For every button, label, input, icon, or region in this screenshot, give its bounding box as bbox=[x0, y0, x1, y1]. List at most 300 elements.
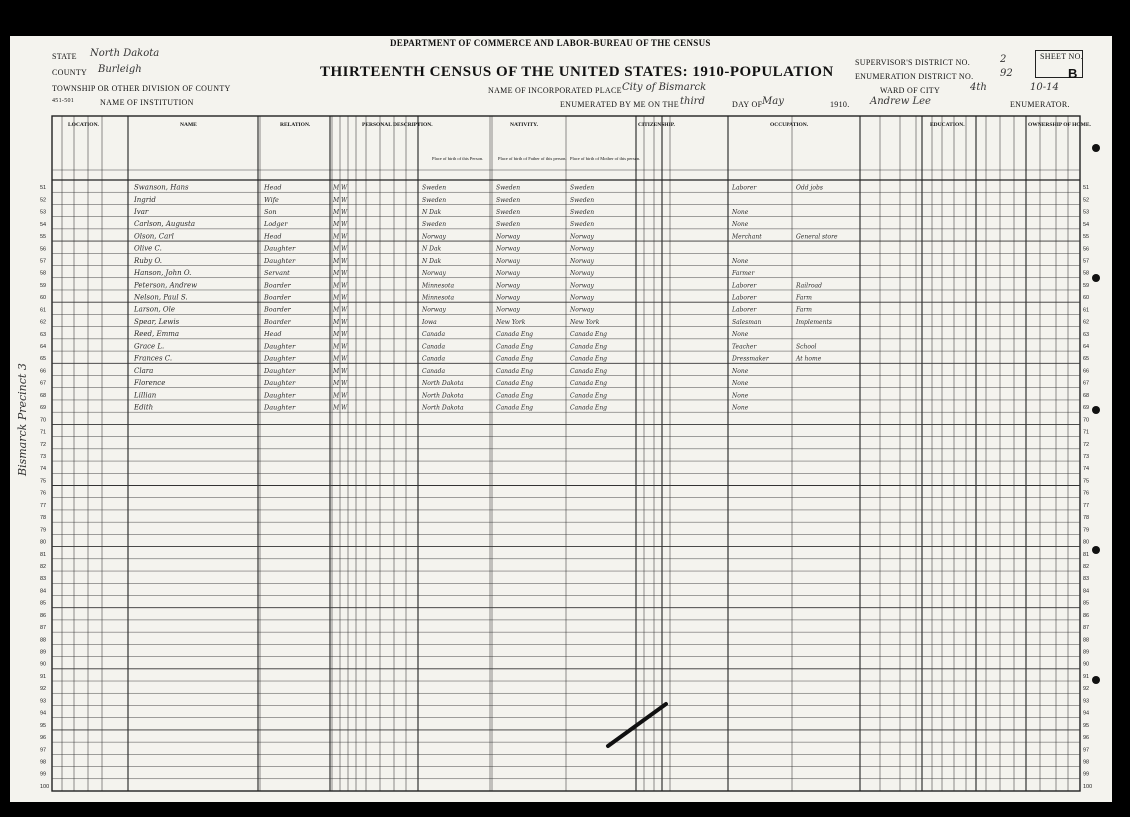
entry-father-birthplace: Norway bbox=[496, 257, 520, 265]
column-header-birth-father: Place of birth of Father of this person. bbox=[498, 156, 567, 161]
entry-relation: Daughter bbox=[264, 244, 296, 253]
entry-birthplace: Norway bbox=[422, 233, 446, 241]
entry-father-birthplace: Norway bbox=[496, 245, 520, 253]
ward-value: 4th bbox=[970, 82, 987, 93]
entry-industry: Implements bbox=[796, 318, 832, 326]
state-label: STATE bbox=[52, 52, 77, 61]
row-number: 92 bbox=[1083, 686, 1090, 693]
entry-name: Larson, Ole bbox=[134, 305, 176, 314]
enumerated-label: ENUMERATED BY ME ON THE bbox=[560, 100, 679, 109]
row-number: 81 bbox=[40, 551, 47, 558]
sheet-letter: B bbox=[1068, 66, 1078, 81]
day-of-label: DAY OF bbox=[732, 100, 763, 109]
row-number: 54 bbox=[1083, 221, 1090, 228]
punch-hole bbox=[1092, 546, 1100, 554]
entry-name: Grace L. bbox=[134, 342, 165, 351]
row-number: 71 bbox=[1083, 429, 1090, 436]
entry-birthplace: N Dak bbox=[422, 245, 442, 253]
column-header-location: LOCATION. bbox=[68, 122, 99, 128]
entry-occupation: None bbox=[732, 380, 749, 388]
entry-industry: School bbox=[796, 343, 817, 351]
row-number: 59 bbox=[1083, 282, 1090, 289]
entry-birthplace: Norway bbox=[422, 306, 446, 314]
row-number: 89 bbox=[40, 649, 47, 656]
entry-relation: Boarder bbox=[264, 281, 291, 290]
row-number: 91 bbox=[1083, 673, 1090, 680]
row-number: 97 bbox=[1083, 747, 1090, 754]
row-number: 88 bbox=[40, 637, 47, 644]
entry-industry: At home bbox=[796, 355, 822, 363]
entry-industry: General store bbox=[796, 233, 838, 241]
row-number: 63 bbox=[1083, 331, 1090, 338]
entry-mother-birthplace: Norway bbox=[570, 270, 594, 278]
column-header-personal: PERSONAL DESCRIPTION. bbox=[362, 122, 433, 128]
year-label: 1910. bbox=[830, 100, 850, 109]
row-number: 58 bbox=[40, 270, 47, 277]
row-number: 69 bbox=[1083, 405, 1090, 412]
entry-birthplace: North Dakota bbox=[422, 392, 464, 400]
row-number: 51 bbox=[1083, 185, 1090, 192]
entry-mark: W bbox=[341, 184, 348, 192]
row-number: 51 bbox=[40, 185, 47, 192]
entry-name: Nelson, Paul S. bbox=[134, 293, 188, 302]
row-number: 93 bbox=[40, 698, 47, 705]
entry-occupation: Laborer bbox=[732, 282, 757, 290]
entry-birthplace: Minnesota bbox=[422, 282, 455, 290]
row-number: 53 bbox=[40, 209, 47, 216]
entry-mark: M bbox=[333, 392, 340, 400]
entry-birthplace: Canada bbox=[422, 343, 446, 351]
entry-father-birthplace: Canada Eng bbox=[496, 404, 534, 412]
township-label: TOWNSHIP OR OTHER DIVISION OF COUNTY bbox=[52, 84, 231, 93]
census-title: THIRTEENTH CENSUS OF THE UNITED STATES: 1910-POPULATION bbox=[320, 64, 834, 80]
entry-birthplace: Canada bbox=[422, 355, 446, 363]
entry-name: Florence bbox=[134, 379, 166, 388]
row-number: 86 bbox=[1083, 612, 1090, 619]
entry-father-birthplace: New York bbox=[496, 318, 526, 326]
entry-mark: M bbox=[333, 306, 340, 314]
entry-mark: W bbox=[341, 196, 348, 204]
row-number: 66 bbox=[40, 368, 47, 375]
row-number: 67 bbox=[1083, 380, 1090, 387]
department-heading: DEPARTMENT OF COMMERCE AND LABOR-BUREAU OF THE CENSUS bbox=[390, 38, 711, 48]
row-number: 65 bbox=[40, 356, 47, 363]
row-number: 83 bbox=[40, 576, 47, 583]
entry-birthplace: Sweden bbox=[422, 221, 447, 229]
row-number: 60 bbox=[1083, 295, 1090, 302]
row-number: 60 bbox=[40, 295, 47, 302]
entry-mother-birthplace: Canada Eng bbox=[570, 380, 608, 388]
entry-relation: Daughter bbox=[264, 366, 296, 375]
row-number: 63 bbox=[40, 331, 47, 338]
punch-hole bbox=[1092, 144, 1100, 152]
entry-occupation: None bbox=[732, 208, 749, 216]
entry-mark: W bbox=[341, 331, 348, 339]
row-number: 86 bbox=[40, 612, 47, 619]
entry-mark: M bbox=[333, 331, 340, 339]
row-number: 94 bbox=[1083, 710, 1090, 717]
entry-mother-birthplace: Norway bbox=[570, 282, 594, 290]
entry-occupation: Laborer bbox=[732, 184, 757, 192]
entry-occupation: Dressmaker bbox=[732, 355, 769, 363]
entry-birthplace: Sweden bbox=[422, 184, 447, 192]
row-number: 75 bbox=[40, 478, 47, 485]
entry-father-birthplace: Canada Eng bbox=[496, 355, 534, 363]
entry-mother-birthplace: Norway bbox=[570, 245, 594, 253]
entry-name: Frances C. bbox=[134, 354, 173, 363]
entry-occupation: Laborer bbox=[732, 306, 757, 314]
entry-name: Spear, Lewis bbox=[134, 317, 180, 326]
entry-birthplace: Canada bbox=[422, 367, 446, 375]
column-header-citizenship: CITIZENSHIP. bbox=[638, 122, 675, 128]
entry-mark: W bbox=[341, 343, 348, 351]
entry-birthplace: Iowa bbox=[422, 318, 437, 326]
entry-occupation: Merchant bbox=[732, 233, 762, 241]
row-number: 85 bbox=[40, 600, 47, 607]
row-number: 88 bbox=[1083, 637, 1090, 644]
row-number: 82 bbox=[40, 563, 47, 570]
row-number: 74 bbox=[1083, 466, 1090, 473]
entry-relation: Head bbox=[264, 330, 282, 339]
row-number: 79 bbox=[40, 527, 47, 534]
entry-name: Olson, Carl bbox=[134, 232, 174, 241]
incorporated-place-value: City of Bismarck bbox=[622, 82, 707, 93]
sheet-label: SHEET NO. bbox=[1040, 52, 1083, 61]
enumerated-day-value: third bbox=[680, 96, 705, 107]
row-number: 57 bbox=[40, 258, 47, 265]
entry-mother-birthplace: Canada Eng bbox=[570, 331, 608, 339]
entry-mark: M bbox=[333, 343, 340, 351]
entry-occupation: None bbox=[732, 367, 749, 375]
entry-industry: Farm bbox=[796, 306, 812, 314]
row-number: 52 bbox=[1083, 197, 1090, 204]
entry-father-birthplace: Canada Eng bbox=[496, 380, 534, 388]
entry-relation: Head bbox=[264, 183, 282, 192]
column-header-birth-mother: Place of birth of Mother of this person. bbox=[570, 156, 641, 161]
entry-mark: W bbox=[341, 367, 348, 375]
entry-relation: Daughter bbox=[264, 379, 296, 388]
entry-industry: Odd jobs bbox=[796, 184, 823, 192]
entry-mother-birthplace: Canada Eng bbox=[570, 367, 608, 375]
entry-name: Olive C. bbox=[134, 244, 162, 253]
entry-mark: M bbox=[333, 404, 340, 412]
entry-mother-birthplace: Norway bbox=[570, 306, 594, 314]
entry-mark: M bbox=[333, 221, 340, 229]
entry-father-birthplace: Norway bbox=[496, 270, 520, 278]
entry-mark: M bbox=[333, 355, 340, 363]
entry-relation: Daughter bbox=[264, 342, 296, 351]
entry-name: Lillian bbox=[134, 391, 157, 400]
row-number: 98 bbox=[1083, 759, 1090, 766]
entry-relation: Head bbox=[264, 232, 282, 241]
row-number: 100 bbox=[1083, 783, 1093, 790]
row-number: 95 bbox=[40, 722, 47, 729]
entry-father-birthplace: Norway bbox=[496, 294, 520, 302]
entry-mark: M bbox=[333, 380, 340, 388]
incorporated-place-label: NAME OF INCORPORATED PLACE bbox=[488, 86, 622, 95]
row-number: 61 bbox=[40, 307, 47, 314]
entry-name: Edith bbox=[134, 403, 154, 412]
row-number: 56 bbox=[1083, 246, 1090, 253]
entry-occupation: Laborer bbox=[732, 294, 757, 302]
row-number: 53 bbox=[1083, 209, 1090, 216]
row-number: 84 bbox=[1083, 588, 1090, 595]
supervisor-district-label: SUPERVISOR'S DISTRICT NO. bbox=[855, 58, 971, 67]
entry-mark: W bbox=[341, 404, 348, 412]
entry-name: Clara bbox=[134, 366, 154, 375]
entry-mark: M bbox=[333, 282, 340, 290]
entry-mark: M bbox=[333, 318, 340, 326]
entry-mother-birthplace: Norway bbox=[570, 294, 594, 302]
entry-mark: M bbox=[333, 233, 340, 241]
row-number: 61 bbox=[1083, 307, 1090, 314]
row-number: 64 bbox=[40, 344, 47, 351]
punch-hole bbox=[1092, 274, 1100, 282]
column-header-name: NAME bbox=[180, 122, 197, 128]
row-number: 98 bbox=[40, 759, 47, 766]
entry-mark: M bbox=[333, 245, 340, 253]
row-number: 93 bbox=[1083, 698, 1090, 705]
entry-industry: Railroad bbox=[796, 282, 822, 290]
row-number: 70 bbox=[40, 417, 47, 424]
entry-father-birthplace: Sweden bbox=[496, 221, 521, 229]
entry-occupation: Salesman bbox=[732, 318, 762, 326]
entry-occupation: None bbox=[732, 221, 749, 229]
row-number: 72 bbox=[40, 441, 47, 448]
row-number: 57 bbox=[1083, 258, 1090, 265]
row-number: 80 bbox=[40, 539, 47, 546]
enumerator-value: Andrew Lee bbox=[870, 96, 931, 107]
row-number: 69 bbox=[40, 405, 47, 412]
form-code: 451-501 bbox=[52, 98, 75, 104]
entry-relation: Servant bbox=[264, 269, 290, 278]
entry-father-birthplace: Norway bbox=[496, 306, 520, 314]
entry-mark: M bbox=[333, 270, 340, 278]
entry-birthplace: North Dakota bbox=[422, 380, 464, 388]
entry-relation: Boarder bbox=[264, 293, 291, 302]
row-number: 76 bbox=[1083, 490, 1090, 497]
entry-name: Swanson, Hans bbox=[134, 183, 189, 192]
entry-industry: Farm bbox=[796, 294, 812, 302]
row-number: 99 bbox=[40, 771, 47, 778]
entry-birthplace: Norway bbox=[422, 270, 446, 278]
entry-name: Reed, Emma bbox=[134, 330, 180, 339]
entry-mark: M bbox=[333, 294, 340, 302]
enumerator-label: ENUMERATOR. bbox=[1010, 100, 1070, 109]
census-grid bbox=[10, 36, 1112, 802]
entry-birthplace: North Dakota bbox=[422, 404, 464, 412]
entry-occupation: Farmer bbox=[732, 270, 755, 278]
entry-mother-birthplace: Canada Eng bbox=[570, 392, 608, 400]
row-number: 62 bbox=[1083, 319, 1090, 326]
entry-name: Ingrid bbox=[134, 195, 156, 204]
ward-code: 10-14 bbox=[1030, 82, 1059, 93]
entry-mark: W bbox=[341, 380, 348, 388]
row-number: 73 bbox=[40, 454, 47, 461]
entry-relation: Daughter bbox=[264, 256, 296, 265]
entry-mother-birthplace: Norway bbox=[570, 257, 594, 265]
column-header-relation: RELATION. bbox=[280, 122, 311, 128]
entry-birthplace: Sweden bbox=[422, 196, 447, 204]
row-number: 74 bbox=[40, 466, 47, 473]
row-number: 96 bbox=[40, 735, 47, 742]
entry-mother-birthplace: Canada Eng bbox=[570, 343, 608, 351]
census-sheet bbox=[10, 36, 1112, 802]
entry-father-birthplace: Norway bbox=[496, 233, 520, 241]
institution-label: NAME OF INSTITUTION bbox=[100, 98, 194, 107]
entry-mark: W bbox=[341, 208, 348, 216]
entry-occupation: None bbox=[732, 404, 749, 412]
entry-occupation: Teacher bbox=[732, 343, 757, 351]
entry-birthplace: Canada bbox=[422, 331, 446, 339]
row-number: 100 bbox=[40, 783, 50, 790]
entry-mark: W bbox=[341, 233, 348, 241]
row-number: 58 bbox=[1083, 270, 1090, 277]
entry-mark: M bbox=[333, 208, 340, 216]
row-number: 67 bbox=[40, 380, 47, 387]
entry-mother-birthplace: Canada Eng bbox=[570, 404, 608, 412]
row-number: 87 bbox=[40, 625, 47, 632]
entry-mother-birthplace: Sweden bbox=[570, 221, 595, 229]
punch-hole bbox=[1092, 406, 1100, 414]
row-number: 84 bbox=[40, 588, 47, 595]
entry-relation: Daughter bbox=[264, 354, 296, 363]
entry-mark: W bbox=[341, 355, 348, 363]
row-number: 68 bbox=[40, 392, 47, 399]
entry-mark: W bbox=[341, 270, 348, 278]
entry-relation: Daughter bbox=[264, 403, 296, 412]
row-number: 64 bbox=[1083, 344, 1090, 351]
column-header-nativity: NATIVITY. bbox=[510, 122, 538, 128]
entry-mother-birthplace: Canada Eng bbox=[570, 355, 608, 363]
entry-mark: W bbox=[341, 294, 348, 302]
supervisor-district-value: 2 bbox=[1000, 54, 1007, 65]
column-header-birth-person: Place of birth of this Person. bbox=[432, 156, 484, 161]
entry-mark: M bbox=[333, 257, 340, 265]
entry-mother-birthplace: Sweden bbox=[570, 208, 595, 216]
entry-mother-birthplace: Norway bbox=[570, 233, 594, 241]
column-header-occupation: OCCUPATION. bbox=[770, 122, 809, 128]
pen-stroke bbox=[608, 704, 666, 746]
entry-mark: M bbox=[333, 196, 340, 204]
entry-name: Carlson, Augusta bbox=[134, 220, 196, 229]
entry-father-birthplace: Canada Eng bbox=[496, 343, 534, 351]
entry-occupation: None bbox=[732, 331, 749, 339]
row-number: 68 bbox=[1083, 392, 1090, 399]
entry-mark: W bbox=[341, 282, 348, 290]
entry-name: Ivar bbox=[134, 207, 149, 216]
row-number: 89 bbox=[1083, 649, 1090, 656]
entry-mark: M bbox=[333, 184, 340, 192]
county-value: Burleigh bbox=[98, 64, 142, 75]
entry-mark: M bbox=[333, 367, 340, 375]
punch-hole bbox=[1092, 676, 1100, 684]
row-number: 55 bbox=[40, 234, 47, 241]
row-number: 76 bbox=[40, 490, 47, 497]
entry-mark: W bbox=[341, 257, 348, 265]
row-number: 77 bbox=[1083, 502, 1090, 509]
entry-birthplace: N Dak bbox=[422, 208, 442, 216]
column-header-education: EDUCATION. bbox=[930, 122, 965, 128]
row-number: 79 bbox=[1083, 527, 1090, 534]
entry-father-birthplace: Norway bbox=[496, 282, 520, 290]
row-number: 90 bbox=[40, 661, 47, 668]
row-number: 52 bbox=[40, 197, 47, 204]
entry-name: Peterson, Andrew bbox=[134, 281, 198, 290]
row-number: 97 bbox=[40, 747, 47, 754]
entry-mark: W bbox=[341, 392, 348, 400]
entry-father-birthplace: Sweden bbox=[496, 208, 521, 216]
row-number: 77 bbox=[40, 502, 47, 509]
entry-relation: Lodger bbox=[264, 220, 288, 229]
county-label: COUNTY bbox=[52, 68, 88, 77]
margin-note: Bismarck Precinct 3 bbox=[16, 363, 29, 476]
row-number: 90 bbox=[1083, 661, 1090, 668]
row-number: 71 bbox=[40, 429, 47, 436]
entry-mother-birthplace: Sweden bbox=[570, 184, 595, 192]
entry-name: Hanson, John O. bbox=[134, 269, 192, 278]
state-value: North Dakota bbox=[90, 48, 160, 59]
entry-mark: W bbox=[341, 306, 348, 314]
row-number: 96 bbox=[1083, 735, 1090, 742]
row-number: 82 bbox=[1083, 563, 1090, 570]
row-number: 56 bbox=[40, 246, 47, 253]
entry-occupation: None bbox=[732, 392, 749, 400]
row-number: 85 bbox=[1083, 600, 1090, 607]
enumeration-district-value: 92 bbox=[1000, 68, 1013, 79]
row-number: 62 bbox=[40, 319, 47, 326]
entry-mark: W bbox=[341, 221, 348, 229]
entry-father-birthplace: Sweden bbox=[496, 196, 521, 204]
row-number: 55 bbox=[1083, 234, 1090, 241]
entry-father-birthplace: Canada Eng bbox=[496, 331, 534, 339]
row-number: 70 bbox=[1083, 417, 1090, 424]
entry-father-birthplace: Sweden bbox=[496, 184, 521, 192]
row-number: 65 bbox=[1083, 356, 1090, 363]
entry-occupation: None bbox=[732, 257, 749, 265]
row-number: 92 bbox=[40, 686, 47, 693]
entry-birthplace: Minnesota bbox=[422, 294, 455, 302]
row-number: 91 bbox=[40, 673, 47, 680]
entry-relation: Boarder bbox=[264, 317, 291, 326]
entry-father-birthplace: Canada Eng bbox=[496, 392, 534, 400]
row-number: 54 bbox=[40, 221, 47, 228]
row-number: 66 bbox=[1083, 368, 1090, 375]
month-value: May bbox=[762, 96, 784, 107]
row-number: 59 bbox=[40, 282, 47, 289]
row-number: 81 bbox=[1083, 551, 1090, 558]
entry-mark: W bbox=[341, 318, 348, 326]
entry-father-birthplace: Canada Eng bbox=[496, 367, 534, 375]
row-number: 75 bbox=[1083, 478, 1090, 485]
entry-relation: Daughter bbox=[264, 391, 296, 400]
enumeration-district-label: ENUMERATION DISTRICT NO. bbox=[855, 72, 974, 81]
entry-name: Ruby O. bbox=[134, 256, 162, 265]
entry-mother-birthplace: Sweden bbox=[570, 196, 595, 204]
entry-relation: Boarder bbox=[264, 305, 291, 314]
row-number: 83 bbox=[1083, 576, 1090, 583]
entry-birthplace: N Dak bbox=[422, 257, 442, 265]
row-number: 78 bbox=[40, 515, 47, 522]
entry-relation: Son bbox=[264, 207, 277, 216]
entry-relation: Wife bbox=[264, 195, 279, 204]
row-number: 95 bbox=[1083, 722, 1090, 729]
row-number: 80 bbox=[1083, 539, 1090, 546]
row-number: 94 bbox=[40, 710, 47, 717]
ward-label: WARD OF CITY bbox=[880, 86, 941, 95]
row-number: 78 bbox=[1083, 515, 1090, 522]
row-number: 99 bbox=[1083, 771, 1090, 778]
